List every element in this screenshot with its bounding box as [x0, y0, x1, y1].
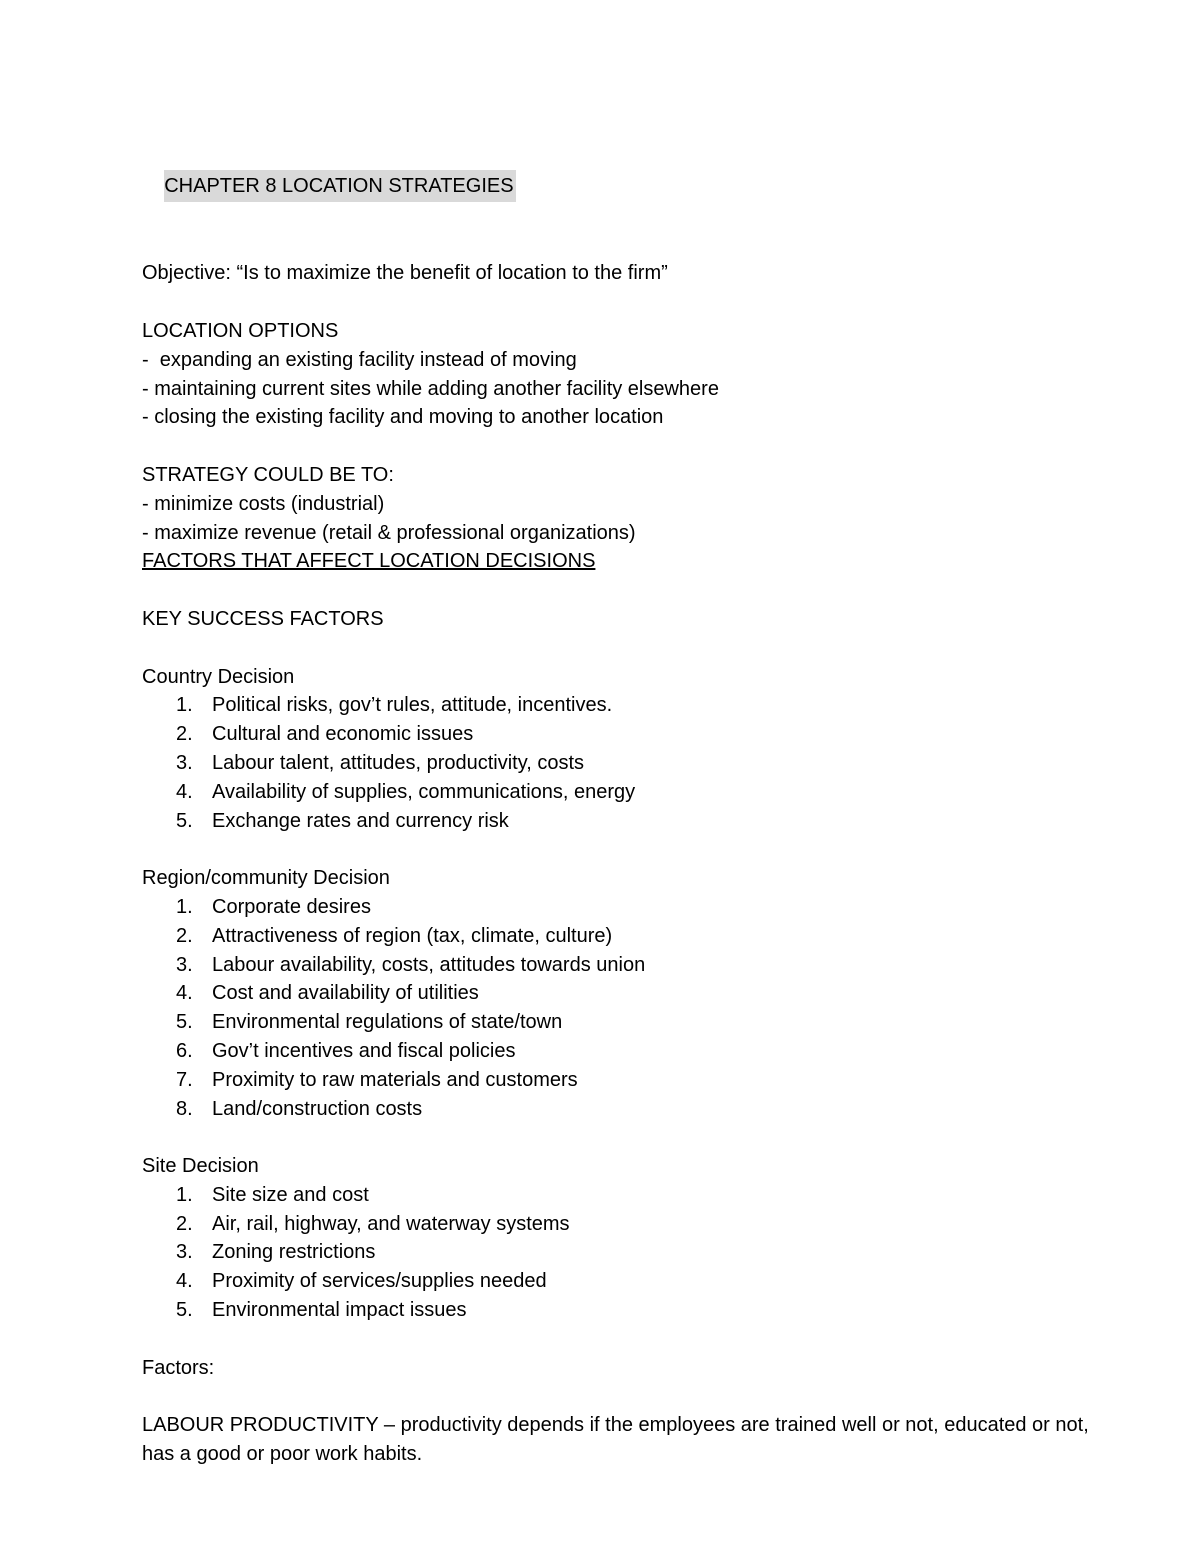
spacer [142, 634, 1102, 663]
list-item-text: Environmental impact issues [212, 1299, 467, 1322]
list-number: 3. [176, 953, 193, 976]
list-item [142, 749, 1102, 778]
list-number: 4. [176, 780, 193, 803]
list-item-text: Zoning restrictions [212, 1241, 376, 1264]
list-item-text: Proximity to raw materials and customers [212, 1068, 578, 1091]
list-number: 1. [176, 1183, 193, 1206]
document-page [142, 141, 1102, 1469]
title-line [142, 141, 1102, 231]
country-decision-heading: Country Decision [142, 665, 295, 688]
list-item [142, 1238, 1102, 1267]
list-item-text: Political risks, gov’t rules, attitude, incentives. [212, 694, 613, 717]
region-decision-list [142, 893, 1102, 1123]
site-decision-list [142, 1181, 1102, 1325]
list-item-text: Labour talent, attitudes, productivity, costs [212, 751, 585, 774]
list-item-text: Cultural and economic issues [212, 723, 474, 746]
site-decision-heading: Site Decision [142, 1155, 259, 1178]
list-item [142, 720, 1102, 749]
location-option-item: - closing the existing facility and moving to another location [142, 406, 664, 429]
list-item [142, 922, 1102, 951]
list-item [142, 979, 1102, 1008]
list-item-text: Corporate desires [212, 895, 371, 918]
list-item-text: Air, rail, highway, and waterway systems [212, 1212, 570, 1235]
list-item [142, 1008, 1102, 1037]
list-item-text: Gov’t incentives and fiscal policies [212, 1039, 516, 1062]
list-item-text: Availability of supplies, communications, energy [212, 780, 636, 803]
list-number: 2. [176, 924, 193, 947]
list-number: 1. [176, 895, 193, 918]
list-number: 7. [176, 1068, 193, 1091]
key-success-heading: KEY SUCCESS FACTORS [142, 607, 384, 630]
list-number: 2. [176, 1212, 193, 1235]
list-item [142, 951, 1102, 980]
list-number: 4. [176, 982, 193, 1005]
list-item-text: Exchange rates and currency risk [212, 809, 509, 832]
factors-label: Factors: [142, 1356, 215, 1379]
spacer [142, 1325, 1102, 1354]
objective-text: Objective: “Is to maximize the benefit of location to the firm” [142, 262, 668, 285]
spacer [142, 1123, 1102, 1152]
list-number: 5. [176, 809, 193, 832]
list-item [142, 1066, 1102, 1095]
list-item-text: Land/construction costs [212, 1097, 423, 1120]
location-options-heading: LOCATION OPTIONS [142, 319, 339, 342]
location-option-item: - maintaining current sites while adding another facility elsewhere [142, 377, 719, 400]
list-item [142, 807, 1102, 836]
list-item-text: Proximity of services/supplies needed [212, 1270, 547, 1293]
region-decision-heading: Region/community Decision [142, 867, 390, 890]
list-number: 3. [176, 751, 193, 774]
list-item [142, 691, 1102, 720]
factors-heading: FACTORS THAT AFFECT LOCATION DECISIONS [142, 550, 596, 573]
list-item [142, 1267, 1102, 1296]
list-number: 3. [176, 1241, 193, 1264]
country-decision-list [142, 691, 1102, 835]
list-number: 1. [176, 694, 193, 717]
spacer [142, 288, 1102, 317]
spacer [142, 231, 1102, 260]
strategy-heading: STRATEGY COULD BE TO: [142, 463, 394, 486]
list-number: 8. [176, 1097, 193, 1120]
list-item [142, 893, 1102, 922]
document-title: CHAPTER 8 LOCATION STRATEGIES [164, 170, 515, 202]
list-item [142, 1210, 1102, 1239]
strategy-item: - maximize revenue (retail & professional organizations) [142, 521, 636, 544]
list-item [142, 1181, 1102, 1210]
list-item-text: Cost and availability of utilities [212, 982, 479, 1005]
labour-productivity-paragraph: LABOUR PRODUCTIVITY – productivity depends if the employees are trained well or not, educated or not, has a good or poor work habits. [142, 1414, 1089, 1466]
spacer [142, 1382, 1102, 1411]
list-item-text: Attractiveness of region (tax, climate, culture) [212, 924, 613, 947]
list-number: 6. [176, 1039, 193, 1062]
list-number: 5. [176, 1011, 193, 1034]
location-option-item: - expanding an existing facility instead of moving [142, 348, 577, 371]
list-item [142, 1095, 1102, 1124]
spacer [142, 576, 1102, 605]
list-item [142, 778, 1102, 807]
list-number: 2. [176, 723, 193, 746]
list-item-text: Environmental regulations of state/town [212, 1011, 563, 1034]
strategy-item: - minimize costs (industrial) [142, 492, 385, 515]
spacer [142, 835, 1102, 864]
list-item-text: Site size and cost [212, 1183, 369, 1206]
spacer [142, 432, 1102, 461]
list-item-text: Labour availability, costs, attitudes towards union [212, 953, 646, 976]
list-number: 4. [176, 1270, 193, 1293]
list-item [142, 1296, 1102, 1325]
list-number: 5. [176, 1299, 193, 1322]
list-item [142, 1037, 1102, 1066]
